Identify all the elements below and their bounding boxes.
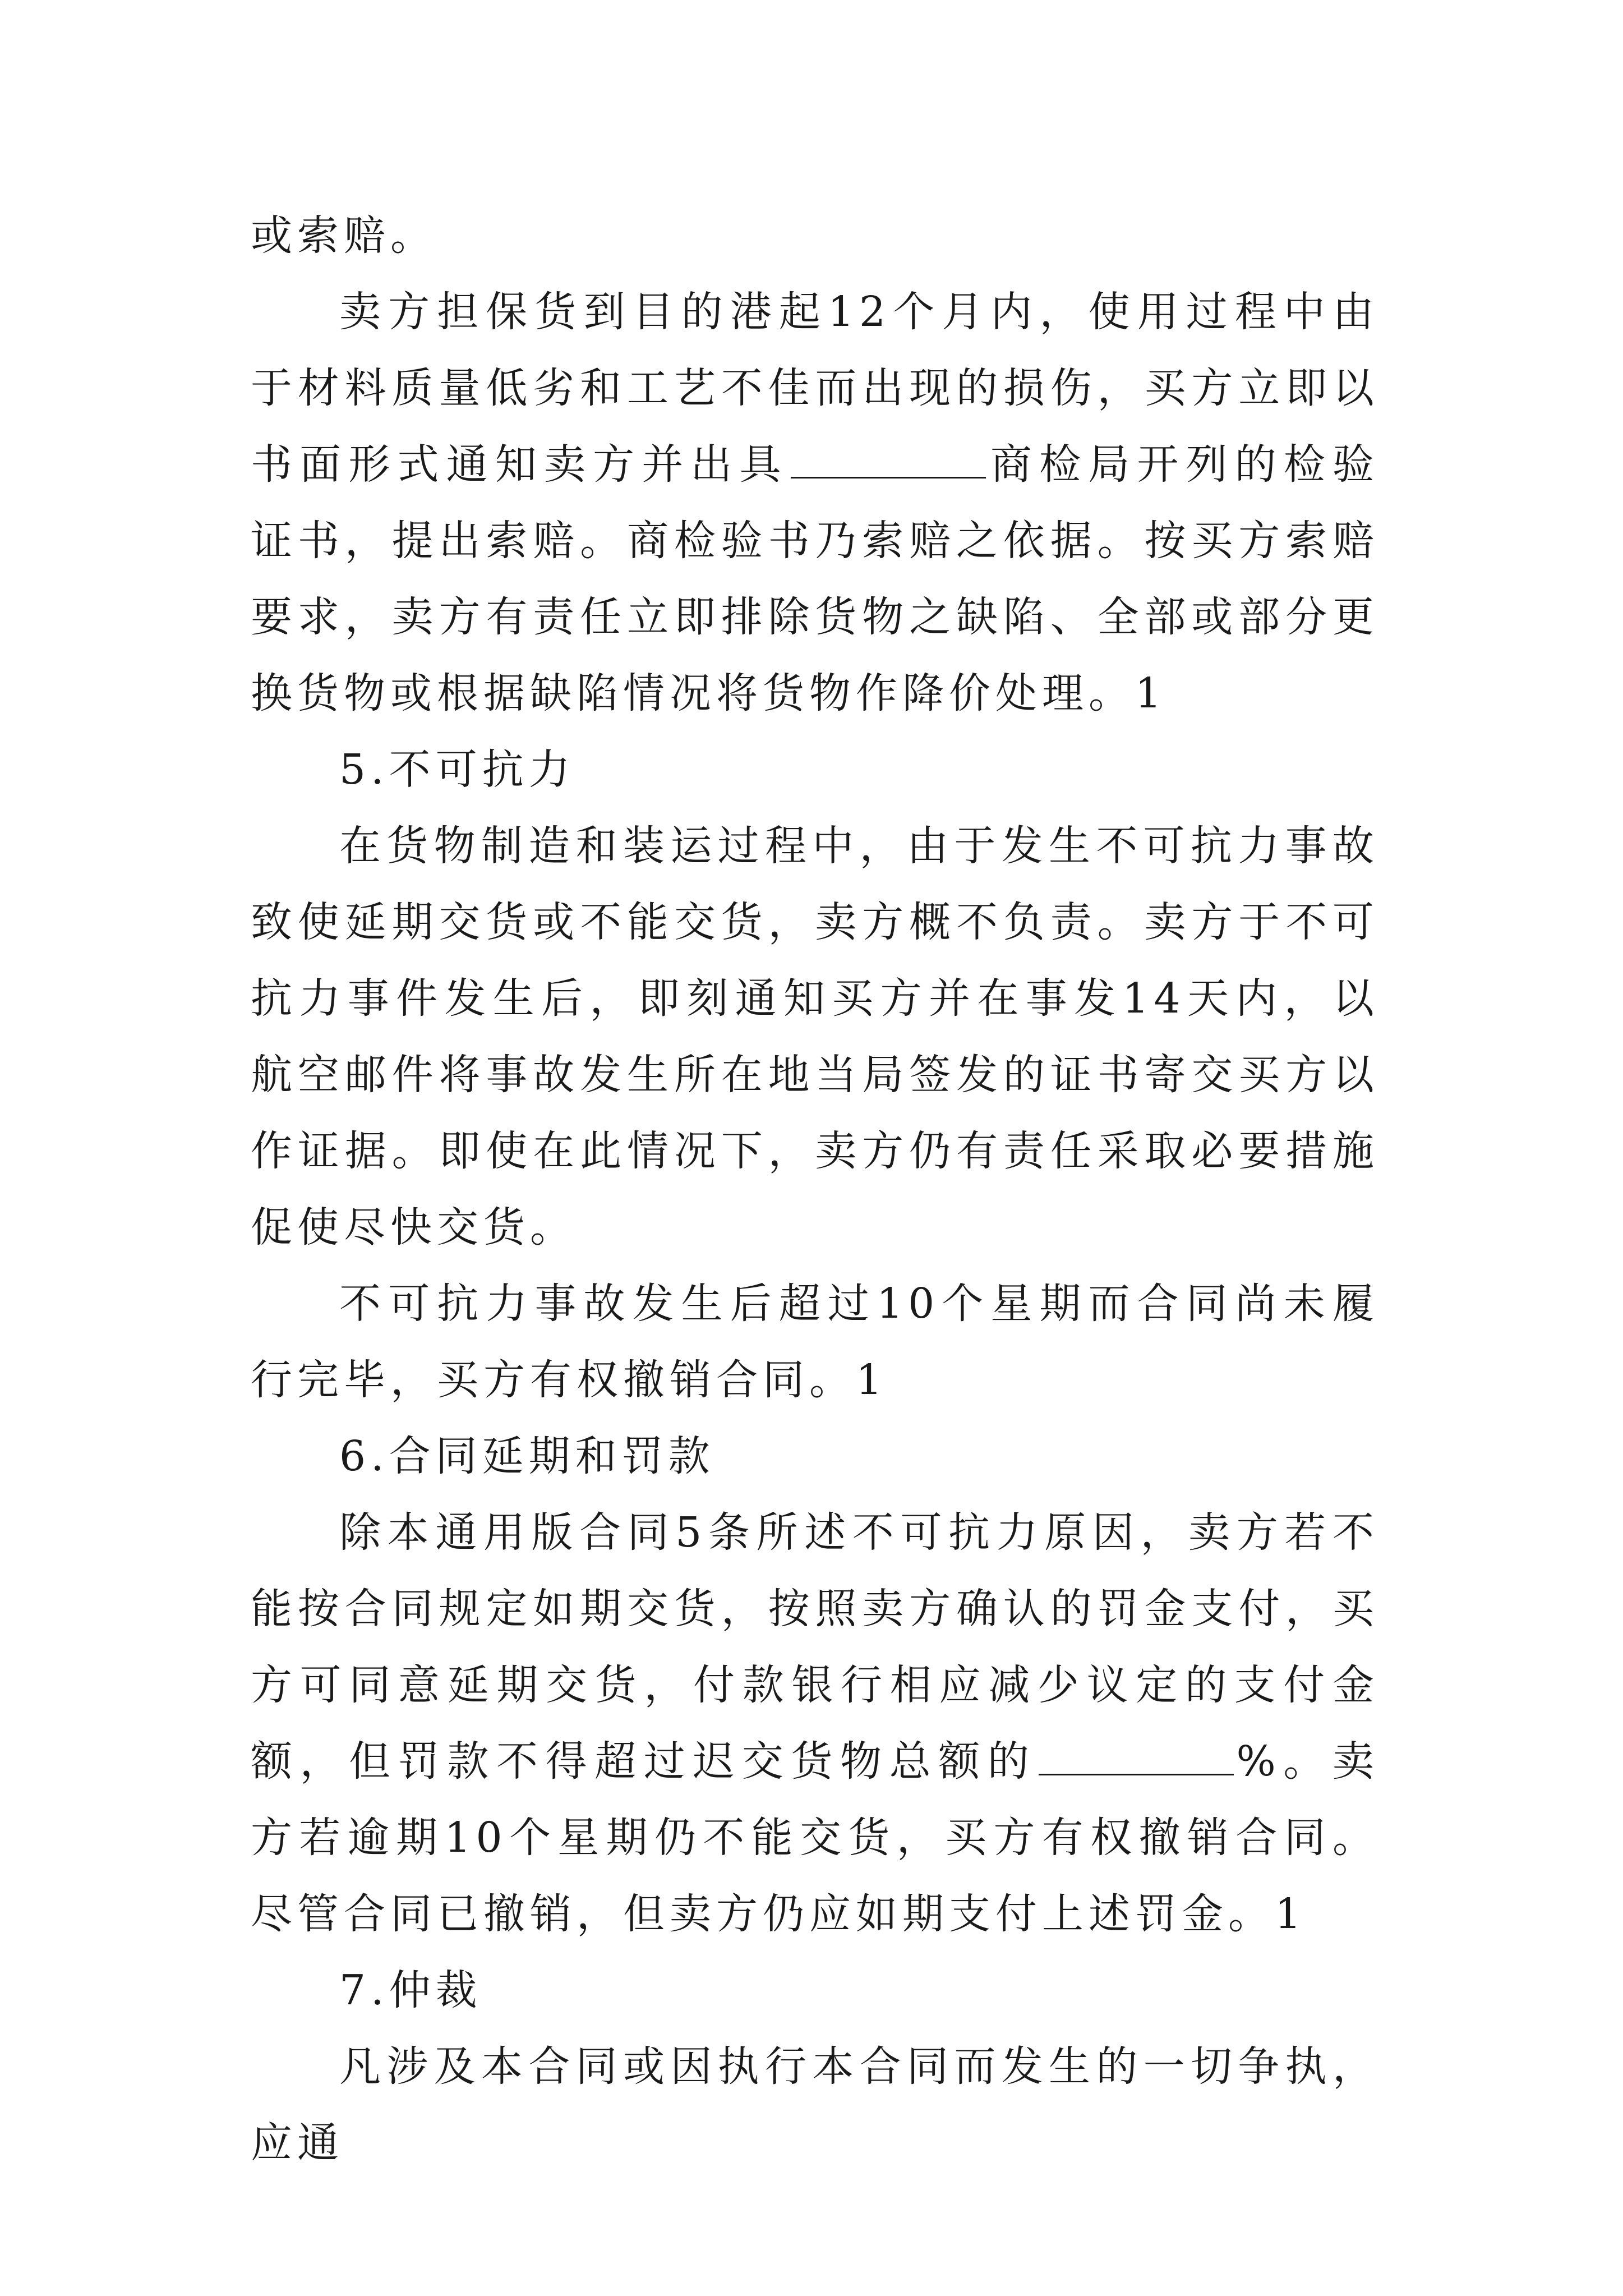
section-heading-arbitration: 7.仲裁 (339, 1966, 482, 2014)
document-body (251, 197, 1379, 2181)
paragraph-claim-end: 或索赔。 (251, 211, 437, 260)
warranty-text-end: 商检局开列的检验证书，提出索赔。商检验书乃索赔之依据。按买方索赔要求，卖方有责任立即排除货物之缺陷、全部或部分更换货物或根据缺陷情况将货物作降价处理。1 (251, 440, 1380, 717)
section-heading-delay-penalty: 6.合同延期和罚款 (339, 1432, 715, 1480)
penalty-percent-blank[interactable] (1039, 1734, 1234, 1775)
penalty-text-start: 除本通用版合同5条所述不可抗力原因，卖方若不能按合同规定如期交货，按照卖方确认的罚金支付，买方可同意延期交货，付款银行相应减少议定的支付金额，但罚款不得超过迟交货物总额的 (251, 1508, 1379, 1786)
penalty-text-end: %。卖方若逾期10个星期仍不能交货，买方有权撤销合同。尽管合同已撤销，但卖方仍应如期支付上述罚金。1 (251, 1737, 1379, 1938)
paragraph-delay-penalty (251, 1494, 1379, 1952)
warranty-text-start: 卖方担保货到目的港起12个月内，使用过程中由于材料质量低劣和工艺不佳而出现的损伤，买方立即以书面形式通知卖方并出具 (251, 288, 1379, 489)
inspection-bureau-blank[interactable] (791, 438, 986, 478)
paragraph-cancellation: 不可抗力事故发生后超过10个星期而合同尚未履行完毕，买方有权撤销合同。1 (251, 1280, 1379, 1404)
section-heading-force-majeure: 5.不可抗力 (339, 746, 575, 794)
paragraph-force-majeure: 在货物制造和装运过程中，由于发生不可抗力事故致使延期交货或不能交货，卖方概不负责。卖方于不可抗力事件发生后，即刻通知买方并在事发14天内，以航空邮件将事故发生所在地当局签发的证书寄交买方以作证据。即使在此情况下，卖方仍有责任采取必要措施促使尽快交货。 (251, 822, 1379, 1251)
paragraph-warranty (251, 274, 1379, 731)
paragraph-arbitration: 凡涉及本合同或因执行本合同而发生的一切争执，应通 (251, 2042, 1379, 2167)
